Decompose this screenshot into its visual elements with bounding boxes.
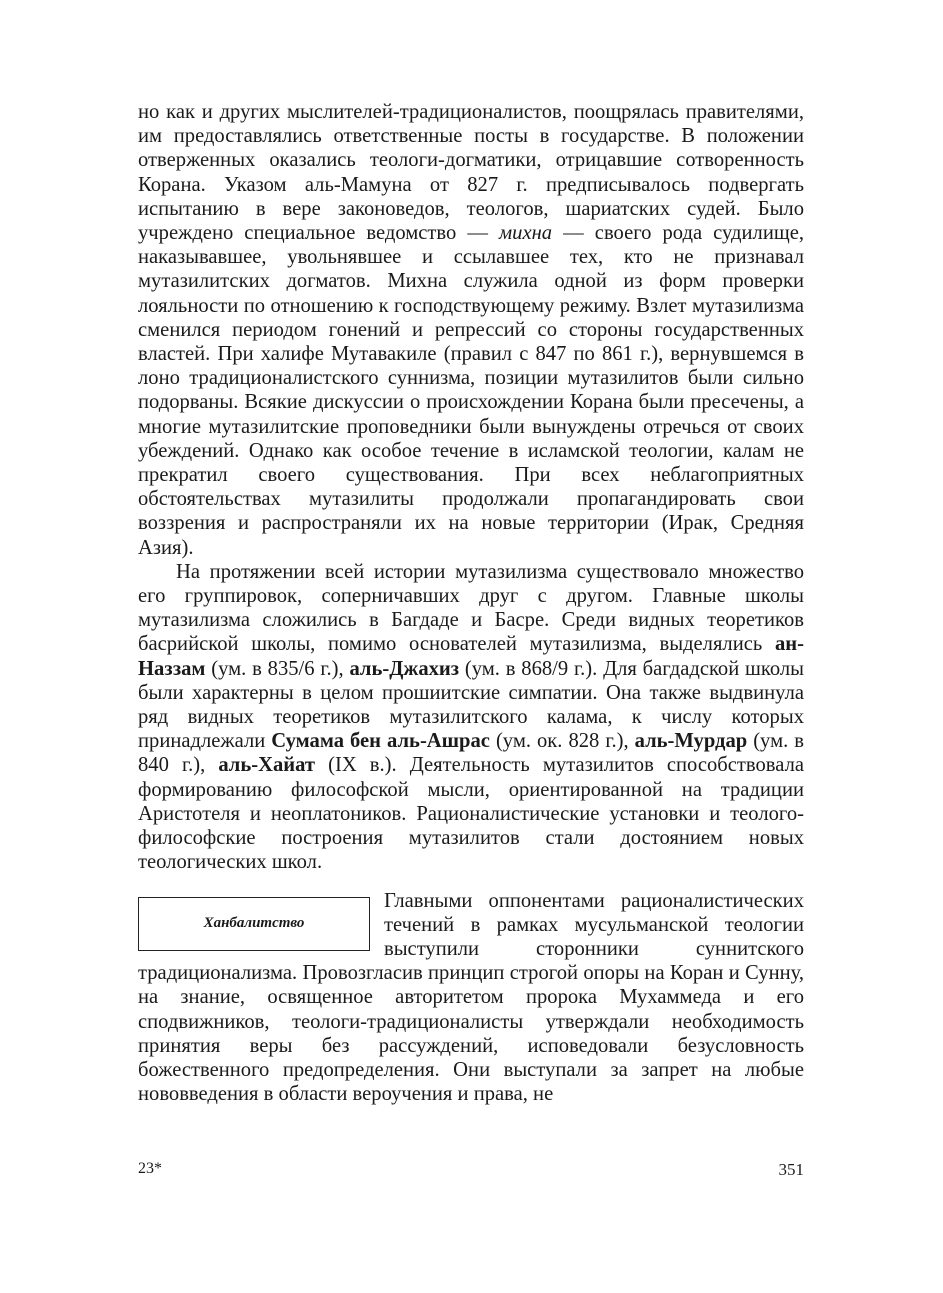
paragraph-1: но как и других мыслителей-традиционалистов, поощрялась правителями, им предоставлялись ответственные посты в государстве. В положении отверженных оказались теологи-догматики, отрицавшие сотворенность Корана. Указом аль-Мамуна от 827 г. предписывалось подвергать испытанию в вере законоведов, теологов, шариатских судей. Было учреждено специальное ведомство — михна — своего рода судилище, наказывавшее, увольнявшее и ссылавшее тех, кто не признавал мутазилитских догматов. Михна служила одной из форм проверки лояльности по отношению к господствующему режиму. Взлет мутазилизма сменился периодом гонений и репрессий со стороны государственных властей. При халифе Мутавакиле (правил с 847 по 861 г.), вернувшемся в лоно традиционалистского суннизма, позиции мутазилитов были сильно подорваны. Всякие дискуссии о происхождении Корана были пресечены, а многие мутазилитские проповедники были вынуждены отречься от своих убеждений. Однако как особое течение в исламской теологии, калам не прекратил своего существования. При всех неблагоприятных обстоятельствах мутазилиты продолжали пропагандировать свои воззрения и распространяли их на новые территории (Ирак, Средняя Азия). [138,101,804,559]
sidebar-heading-box [138,897,370,951]
name-al-khayat: аль-Хайат [218,754,316,777]
page-number: 351 [778,1160,804,1179]
sidebar-heading: Ханбалитство [203,915,305,931]
section-gap [138,875,804,889]
name-al-murdar: аль-Мурдар [634,730,748,753]
paragraph-2: На протяжении всей истории мутазилизма существовало множество его группировок, соперничавших друг с другом. Главные школы мутазилизма сложились в Багдаде и Басре. Среди видных теоретиков басрийской школы, помимо основателей мутазилизма, выделялись ан-Наззам (ум. в 835/6 г.), аль-Джахиз (ум. в 868/9 г.). Для багдадской школы были характерны в целом прошиитские симпатии. Она также выдвинула ряд видных теоретиков мутазилитского калама, к числу которых принадлежали Сумама бен аль-Ашрас (ум. ок. 828 г.), аль-Мурдар (ум. в 840 г.), аль-Хайат (IX в.). Деятельность мутазилитов способствовала формированию философской мысли, ориентированной на традиции Аристотеля и неоплатоников. Рационалистические установки и теолого-философские построения мутазилитов стали достоянием новых теологических школ. [138,560,804,874]
name-al-jahiz: аль-Джахиз [349,657,460,680]
signature-mark: 23* [138,1160,162,1177]
page-body [138,100,804,1106]
name-an-nazzam: ан-Наззам [138,633,804,680]
paragraph-3: Главными оппонентами рационалистических течений в рамках мусульманской теологии выступили сторонники суннитского традиционализма. Провозгласив принцип строгой опоры на Коран и Сунну, на знание, освященное авторитетом пророка Мухаммеда и его сподвижников, теологи-традиционалисты утверждали необходимость принятия веры без рассуждений, исповедовали безусловность божественного предопределения. Они выступали за запрет на любые нововведения в области вероучения и права, не [138,889,804,1106]
term-mikhna: михна [499,222,553,245]
name-sumama: Сумама бен аль-Ашрас [271,730,490,753]
